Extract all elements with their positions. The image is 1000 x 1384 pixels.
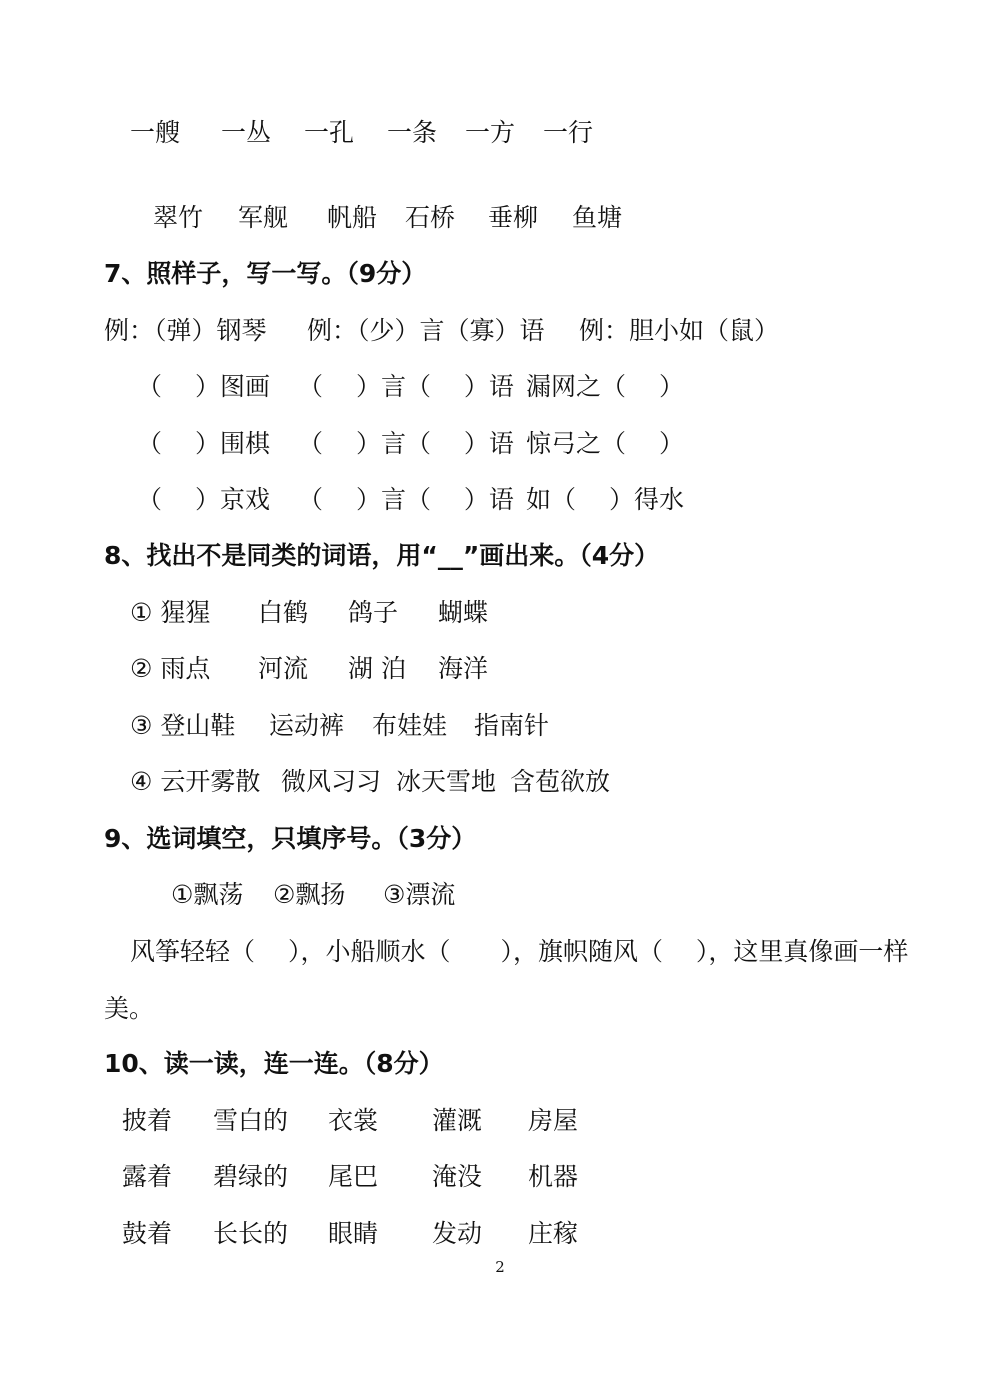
q7-title: 7、照样子，写一写。（9分） xyxy=(104,259,427,288)
q9-option: ①飘荡 xyxy=(171,880,244,909)
q9-sentence-end: 美。 xyxy=(104,994,155,1023)
q10-title: 10、读一读，连一连。（8分） xyxy=(104,1049,444,1078)
q10-word: 鼓着 xyxy=(122,1219,173,1248)
q10-word: 发动 xyxy=(432,1219,483,1248)
q9-sentence: 风筝轻轻（ ），小船顺水（ ），旗帜随风（ ），这里真像画一样 xyxy=(130,937,909,966)
q9-option: ③漂流 xyxy=(383,880,456,909)
q8-word: 指南针 xyxy=(474,711,550,740)
q10-word: 披着 xyxy=(122,1106,173,1135)
q6-measure: 一方 xyxy=(465,118,516,147)
q6-measure: 一艘 xyxy=(130,118,181,147)
q6-noun: 军舰 xyxy=(238,203,289,232)
q10-word: 眼睛 xyxy=(328,1219,379,1248)
q8-title: 8、找出不是同类的词语，用“__”画出来。（4分） xyxy=(104,541,660,570)
q7-example: 例：（弹）钢琴 xyxy=(104,316,267,345)
q6-measure: 一行 xyxy=(543,118,594,147)
q10-word: 碧绿的 xyxy=(213,1162,289,1191)
q6-measure: 一条 xyxy=(387,118,438,147)
q8-word: 微风习习 xyxy=(281,767,382,796)
q10-word: 机器 xyxy=(528,1162,579,1191)
q10-word: 尾巴 xyxy=(328,1162,379,1191)
q7-cell: （ ）京戏 xyxy=(137,485,270,514)
q8-word: 鸽子 xyxy=(348,598,399,627)
q8-word: 蝴蝶 xyxy=(438,598,489,627)
q8-word: 含苞欲放 xyxy=(510,767,611,796)
q8-word: 河流 xyxy=(258,654,309,683)
q6-measure: 一孔 xyxy=(304,118,355,147)
q8-word: 冰天雪地 xyxy=(396,767,497,796)
q9-title: 9、选词填空，只填序号。（3分） xyxy=(104,824,477,853)
q7-cell: 如（ ）得水 xyxy=(526,485,684,514)
q7-cell: （ ）言（ ）语 xyxy=(298,485,514,514)
q8-word: 布娃娃 xyxy=(372,711,448,740)
q10-word: 灌溉 xyxy=(432,1106,483,1135)
q10-word: 衣裳 xyxy=(328,1106,379,1135)
q6-noun: 鱼塘 xyxy=(572,203,623,232)
q6-noun: 垂柳 xyxy=(488,203,539,232)
q8-word: 海洋 xyxy=(438,654,489,683)
q10-word: 雪白的 xyxy=(213,1106,289,1135)
q10-word: 长长的 xyxy=(213,1219,289,1248)
q7-cell: （ ）言（ ）语 xyxy=(298,372,514,401)
q10-word: 房屋 xyxy=(528,1106,579,1135)
q8-word: 白鹤 xyxy=(258,598,309,627)
q7-cell: （ ）言（ ）语 xyxy=(298,429,514,458)
q6-measure: 一丛 xyxy=(221,118,272,147)
q6-noun: 帆船 xyxy=(327,203,378,232)
q6-noun: 翠竹 xyxy=(153,203,204,232)
q7-cell: 漏网之（ ） xyxy=(526,372,684,401)
q8-word: 运动裤 xyxy=(269,711,345,740)
q7-example: 例：（少）言（寡）语 xyxy=(307,316,545,345)
q8-word: ① 猩猩 xyxy=(130,598,211,627)
q8-word: ② 雨点 xyxy=(130,654,211,683)
q8-word: ④ 云开雾散 xyxy=(130,767,261,796)
q10-word: 庄稼 xyxy=(528,1219,579,1248)
q8-word: ③ 登山鞋 xyxy=(130,711,236,740)
page-number: 2 xyxy=(495,1258,505,1276)
q7-example: 例：胆小如（鼠） xyxy=(579,316,780,345)
q6-noun: 石桥 xyxy=(405,203,456,232)
q10-word: 露着 xyxy=(122,1162,173,1191)
q7-cell: （ ）围棋 xyxy=(137,429,270,458)
q8-word: 湖 泊 xyxy=(348,654,406,683)
q7-cell: （ ）图画 xyxy=(137,372,270,401)
q10-word: 淹没 xyxy=(432,1162,483,1191)
q9-option: ②飘扬 xyxy=(273,880,346,909)
q7-cell: 惊弓之（ ） xyxy=(526,429,684,458)
